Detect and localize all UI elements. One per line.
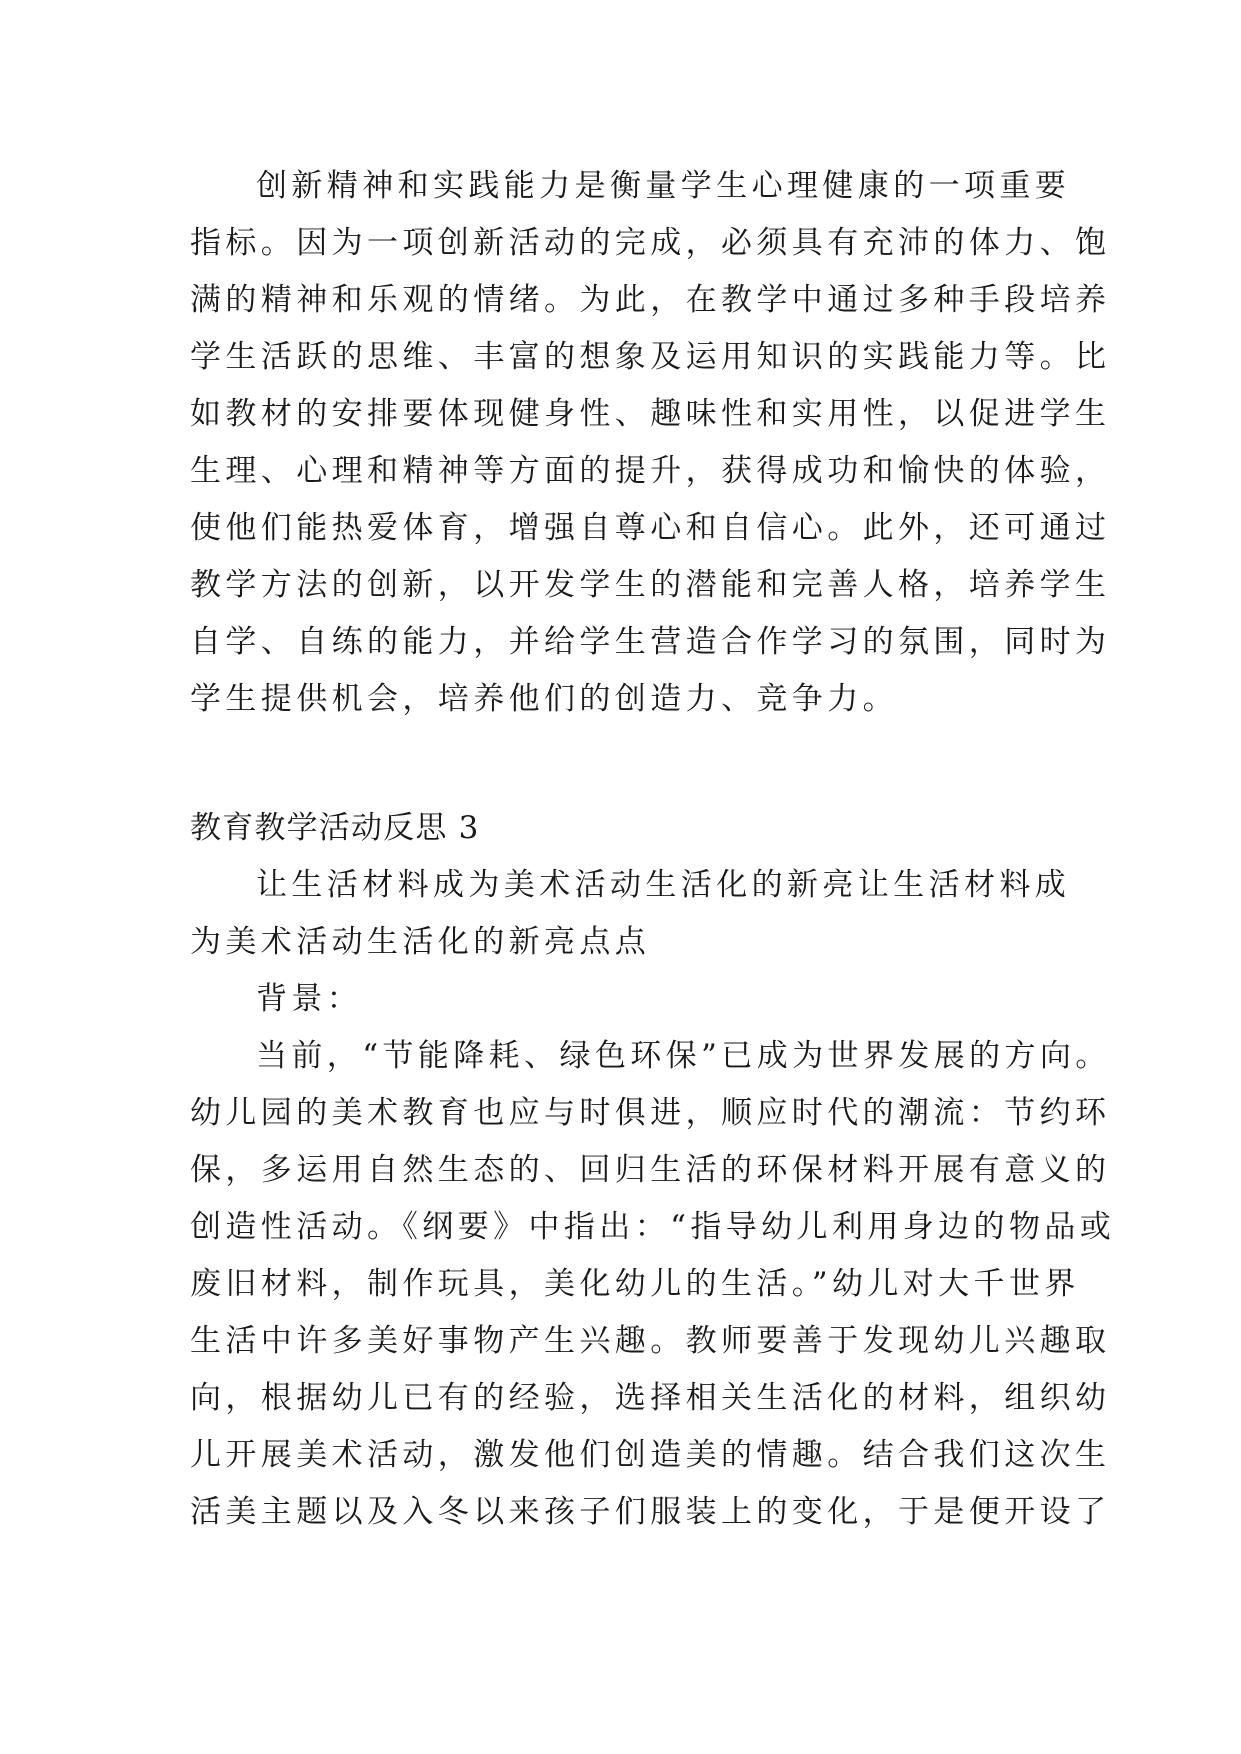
article-title-line: 让生活材料成为美术活动生活化的新亮让生活材料成 <box>256 867 1071 903</box>
paragraph-line: 幼儿园的美术教育也应与时俱进，顺应时代的潮流：节约环 <box>190 1095 1111 1131</box>
paragraph-line: 学生提供机会，培养他们的创造力、竞争力。 <box>190 681 898 717</box>
paragraph-line: 生理、心理和精神等方面的提升，获得成功和愉快的体验， <box>190 453 1111 489</box>
paragraph-line: 教学方法的创新，以开发学生的潜能和完善人格，培养学生 <box>190 567 1111 603</box>
paragraph-line: 创造性活动。《纲要》中指出：“指导幼儿利用身边的物品或 <box>190 1209 1116 1245</box>
paragraph-line: 儿开展美术活动，激发他们创造美的情趣。结合我们这次生 <box>190 1437 1111 1473</box>
paragraph-line: 保，多运用自然生态的、回归生活的环保材料开展有意义的 <box>190 1152 1111 1188</box>
paragraph-line: 创新精神和实践能力是衡量学生心理健康的一项重要 <box>256 168 1071 204</box>
paragraph-line: 废旧材料，制作玩具，美化幼儿的生活。”幼儿对大千世界 <box>190 1266 1080 1302</box>
section-heading: 教育教学活动反思 3 <box>190 810 480 846</box>
paragraph-line: 满的精神和乐观的情绪。为此，在教学中通过多种手段培养 <box>190 282 1111 318</box>
paragraph-line: 自学、自练的能力，并给学生营造合作学习的氛围，同时为 <box>190 624 1111 660</box>
paragraph-line: 生活中许多美好事物产生兴趣。教师要善于发现幼儿兴趣取 <box>190 1323 1111 1359</box>
paragraph-line: 活美主题以及入冬以来孩子们服装上的变化，于是便开设了 <box>190 1494 1111 1530</box>
paragraph-line: 指标。因为一项创新活动的完成，必须具有充沛的体力、饱 <box>190 225 1111 261</box>
article-title-line: 为美术活动生活化的新亮点点 <box>190 924 651 960</box>
paragraph-line: 向，根据幼儿已有的经验，选择相关生活化的材料，组织幼 <box>190 1380 1111 1416</box>
paragraph-line: 如教材的安排要体现健身性、趣味性和实用性，以促进学生 <box>190 396 1111 432</box>
background-label: 背景： <box>256 981 363 1017</box>
paragraph-line: 使他们能热爱体育，增强自尊心和自信心。此外，还可通过 <box>190 510 1111 546</box>
paragraph-line: 学生活跃的思维、丰富的想象及运用知识的实践能力等。比 <box>190 339 1111 375</box>
paragraph-line: 当前，“节能降耗、绿色环保”已成为世界发展的方向。 <box>256 1038 1111 1074</box>
